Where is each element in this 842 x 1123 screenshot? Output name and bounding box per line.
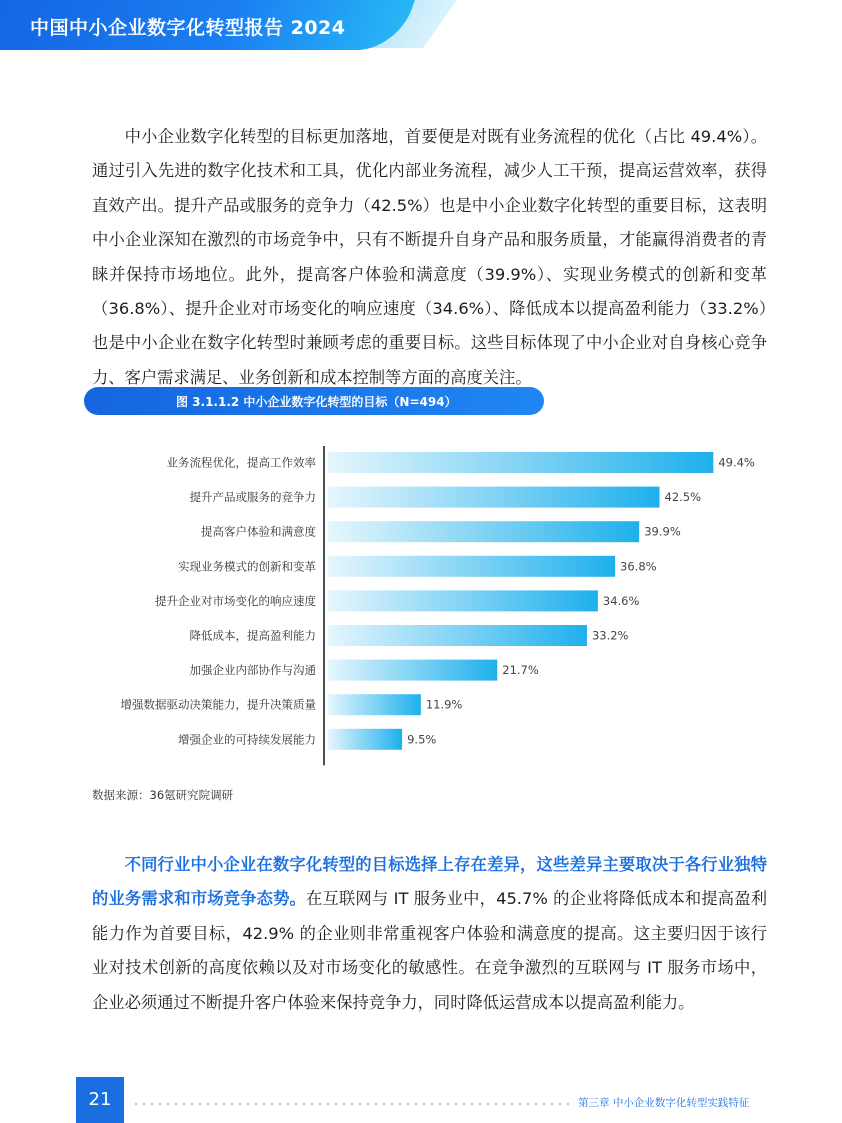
page-number-box: [76, 1077, 124, 1123]
bar-4: [328, 590, 598, 611]
value-label-5: 33.2%: [591, 628, 629, 643]
bar-8: [328, 729, 402, 750]
data-source: 数据来源：36氪研究院调研: [92, 788, 234, 802]
value-label-7: 11.9%: [425, 697, 463, 712]
value-label-4: 34.6%: [602, 593, 640, 608]
category-label-3: 实现业务模式的创新和变革: [178, 559, 316, 574]
figure-title: 图 3.1.1.2 中小企业数字化转型的目标（N=494）: [176, 395, 457, 409]
category-label-8: 增强企业的可持续发展能力: [178, 732, 316, 747]
chart-canvas: [88, 440, 808, 770]
chapter-label: 第三章 中小企业数字化转型实践特征: [578, 1097, 750, 1109]
value-label-3: 36.8%: [620, 559, 657, 574]
highlight-text: 不同行业中小企业在数字化转型的目标选择上存在差异，这些差异主要取决于各行业独特的业务需求和市场竞争态势。: [92, 855, 767, 909]
goals-bar-chart: [88, 440, 808, 770]
category-label-7: 增强数据驱动决策能力，提升决策质量: [120, 697, 316, 712]
footer-dotted-line: [132, 1102, 572, 1106]
paragraph-text: 在互联网与 IT 服务业中，45.7% 的企业将降低成本和提高盈利能力作为首要目标，42.9% 的企业则非常重视客户体验和满意度的提高。这主要归因于该行业对技术创新的高度依赖以及对市场变化的敏感性。在竞争激烈的互联网与 IT 服务市场中，企业必须通过不断提升客户体验来保持竞争力，同时降低运营成本以提高盈利能力。: [92, 889, 767, 1012]
value-label-8: 9.5%: [407, 732, 437, 747]
bar-0: [328, 452, 713, 473]
report-title: 中国中小企业数字化转型报告 2024: [30, 17, 346, 39]
category-label-6: 加强企业内部协作与沟通: [189, 663, 316, 678]
bar-7: [328, 694, 421, 715]
category-label-2: 提高客户体验和满意度: [201, 524, 316, 539]
bar-3: [328, 556, 615, 577]
figure-caption-bar: [84, 387, 544, 415]
category-label-0: 业务流程优化，提高工作效率: [166, 455, 316, 470]
bar-6: [328, 660, 497, 681]
body-paragraph-1: 中小企业数字化转型的目标更加落地，首要便是对既有业务流程的优化（占比 49.4%）。通过引入先进的数字化技术和工具，优化内部业务流程，减少人工干预，提高运营效率，获得直效产出。提升产品或服务的竞争力（42.5%）也是中小企业数字化转型的重要目标，这表明中小企业深知在激烈的市场竞争中，只有不断提升自身产品和服务质量，才能赢得消费者的青睐并保持市场地位。此外，提高客户体验和满意度（39.9%）、实现业务模式的创新和变革（36.8%）、提升企业对市场变化的响应速度（34.6%）、降低成本以提高盈利能力（33.2%）也是中小企业在数字化转型时兼顾考虑的重要目标。这些目标体现了中小企业对自身核心竞争力、客户需求满足、业务创新和成本控制等方面的高度关注。: [92, 127, 767, 387]
page-number: 21: [88, 1089, 112, 1110]
bar-2: [328, 521, 639, 542]
category-label-1: 提升产品或服务的竞争力: [189, 490, 316, 505]
bar-1: [328, 487, 660, 508]
category-label-4: 提升企业对市场变化的响应速度: [155, 593, 316, 608]
value-label-6: 21.7%: [502, 663, 539, 678]
value-label-2: 39.9%: [644, 524, 681, 539]
bar-5: [328, 625, 587, 646]
value-label-1: 42.5%: [664, 490, 702, 505]
value-label-0: 49.4%: [718, 455, 755, 470]
header-banner: [0, 0, 842, 55]
body-paragraph-2: [92, 848, 767, 1020]
category-label-5: 降低成本，提高盈利能力: [189, 628, 316, 643]
